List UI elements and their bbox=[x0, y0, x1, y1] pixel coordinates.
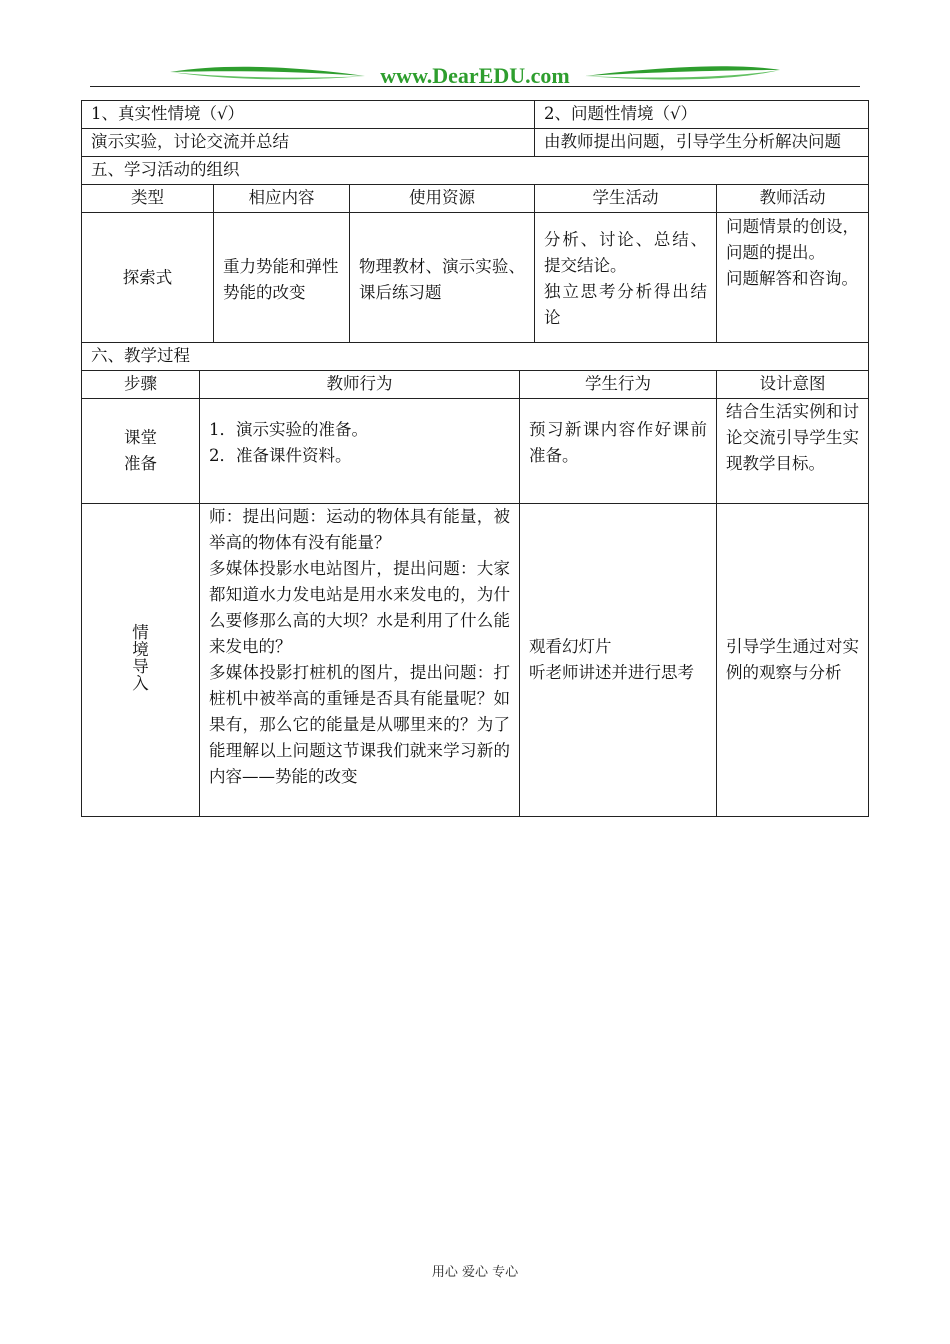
header-type: 类型 bbox=[82, 185, 214, 213]
step-intro-label: 情境导入 bbox=[132, 622, 149, 693]
header-design-intent: 设计意图 bbox=[717, 371, 869, 399]
student-prep: 预习新课内容作好课前准备。 bbox=[520, 399, 717, 504]
teacher-intro-1: 师：提出问题：运动的物体具有能量，被举高的物体有没有能量？ bbox=[209, 507, 510, 552]
page-footer: 用心 爱心 专心 bbox=[431, 1265, 519, 1280]
intent-prep: 结合生活实例和讨论交流引导学生实现教学目标。 bbox=[717, 399, 869, 504]
teacher-intro-2: 多媒体投影水电站图片，提出问题：大家都知道水力发电站是用水来发电的，为什么要修那么高的大坝？水是利用了什么能来发电的？ bbox=[209, 559, 510, 656]
activity-resources: 物理教材、演示实验、课后练习题 bbox=[350, 213, 535, 343]
step-prep bbox=[82, 399, 200, 504]
header-teacher-activity: 教师活动 bbox=[717, 185, 869, 213]
teacher-prep-cell bbox=[200, 399, 520, 504]
section6-title: 六、教学过程 bbox=[82, 343, 869, 371]
activity-content: 重力势能和弹性势能的改变 bbox=[214, 213, 350, 343]
header-student-activity: 学生活动 bbox=[535, 185, 717, 213]
teacher-intro-cell bbox=[200, 504, 520, 817]
section5-title: 五、学习活动的组织 bbox=[82, 157, 869, 185]
teacher-activity-2: 问题解答和咨询。 bbox=[726, 269, 859, 288]
student-intro-cell bbox=[520, 504, 717, 817]
teaching-process-table bbox=[81, 370, 869, 817]
header-resources: 使用资源 bbox=[350, 185, 535, 213]
student-activity-cell bbox=[535, 213, 717, 343]
teacher-activity-1: 问题情景的创设，问题的提出。 bbox=[726, 217, 860, 262]
student-activity-1: 分析、讨论、总结、提交结论。 bbox=[544, 230, 708, 275]
student-intro-2: 听老师讲述并进行思考 bbox=[529, 663, 694, 682]
student-activity-2: 独立思考分析得出结论 bbox=[544, 282, 708, 327]
learning-activity-table bbox=[81, 100, 869, 371]
activity-type: 探索式 bbox=[82, 213, 214, 343]
situation-left-desc: 演示实验，讨论交流并总结 bbox=[82, 129, 535, 157]
site-url-text: www.DearEDU.com bbox=[380, 63, 570, 88]
header-step: 步骤 bbox=[82, 371, 200, 399]
step-intro bbox=[82, 504, 200, 817]
step-prep-label: 课堂准备 bbox=[123, 428, 157, 473]
situation-right-desc: 由教师提出问题，引导学生分析解决问题 bbox=[535, 129, 869, 157]
teacher-prep-2: 2．准备课件资料。 bbox=[209, 446, 352, 465]
header-divider bbox=[90, 86, 860, 87]
teacher-prep-1: 1．演示实验的准备。 bbox=[209, 420, 368, 439]
header-student-behavior: 学生行为 bbox=[520, 371, 717, 399]
intent-intro: 引导学生通过对实例的观察与分析 bbox=[717, 504, 869, 817]
header-teacher-behavior: 教师行为 bbox=[200, 371, 520, 399]
real-situation-cell: 1、真实性情境（√） bbox=[82, 101, 535, 129]
teacher-intro-3: 多媒体投影打桩机的图片，提出问题：打桩机中被举高的重锤是否具有能量呢？如果有，那么它的能量是从哪里来的？为了能理解以上问题这节课我们就来学习新的内容——势能的改变 bbox=[209, 663, 510, 786]
student-intro-1: 观看幻灯片 bbox=[529, 637, 612, 656]
teacher-activity-cell bbox=[717, 213, 869, 343]
problem-situation-cell: 2、问题性情境（√） bbox=[535, 101, 869, 129]
header-content: 相应内容 bbox=[214, 185, 350, 213]
